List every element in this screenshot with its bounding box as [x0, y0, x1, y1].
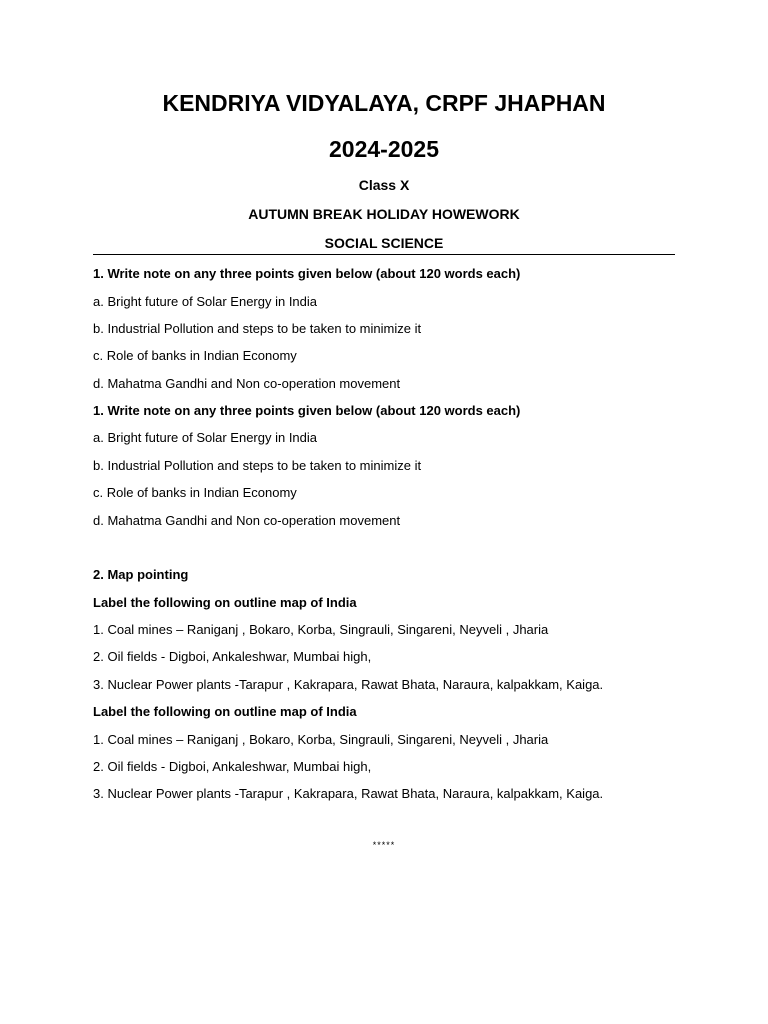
question-1-option-repeat: a. Bright future of Solar Energy in India	[93, 430, 318, 445]
question-2-heading: 2. Map pointing	[93, 567, 189, 582]
question-1-option: c. Role of banks in Indian Economy	[93, 348, 297, 363]
map-item: 3. Nuclear Power plants -Tarapur , Kakrapara, Rawat Bhata, Naraura, kalpakkam, Kaiga.	[93, 677, 604, 692]
question-1-heading: 1. Write note on any three points given below (about 120 words each)	[93, 266, 521, 281]
map-item-repeat: 1. Coal mines – Raniganj , Bokaro, Korba, Singrauli, Singareni, Neyveli , Jharia	[93, 732, 549, 747]
question-1-option-repeat: d. Mahatma Gandhi and Non co-operation movement	[93, 513, 401, 528]
class-label: Class X	[358, 177, 410, 193]
map-item-repeat: 2. Oil fields - Digboi, Ankaleshwar, Mumbai high,	[93, 759, 372, 774]
question-1-option: a. Bright future of Solar Energy in India	[93, 294, 318, 309]
subject-title: SOCIAL SCIENCE	[324, 235, 444, 251]
question-1-option: d. Mahatma Gandhi and Non co-operation movement	[93, 376, 401, 391]
map-item: 1. Coal mines – Raniganj , Bokaro, Korba, Singrauli, Singareni, Neyveli , Jharia	[93, 622, 549, 637]
question-1-heading-repeat: 1. Write note on any three points given below (about 120 words each)	[93, 403, 521, 418]
map-instruction-repeat: Label the following on outline map of India	[93, 704, 357, 719]
session-year: 2024-2025	[329, 136, 439, 162]
map-instruction: Label the following on outline map of India	[93, 595, 357, 610]
map-item-repeat: 3. Nuclear Power plants -Tarapur , Kakrapara, Rawat Bhata, Naraura, kalpakkam, Kaiga.	[93, 786, 604, 801]
end-stars: *****	[372, 840, 396, 850]
map-item: 2. Oil fields - Digboi, Ankaleshwar, Mumbai high,	[93, 649, 372, 664]
question-1-option: b. Industrial Pollution and steps to be taken to minimize it	[93, 321, 422, 336]
school-title: KENDRIYA VIDYALAYA, CRPF JHAPHAN	[162, 90, 606, 116]
assignment-title: AUTUMN BREAK HOLIDAY HOWEWORK	[248, 206, 520, 222]
header-divider	[93, 254, 675, 255]
question-1-option-repeat: c. Role of banks in Indian Economy	[93, 485, 297, 500]
question-1-option-repeat: b. Industrial Pollution and steps to be taken to minimize it	[93, 458, 422, 473]
